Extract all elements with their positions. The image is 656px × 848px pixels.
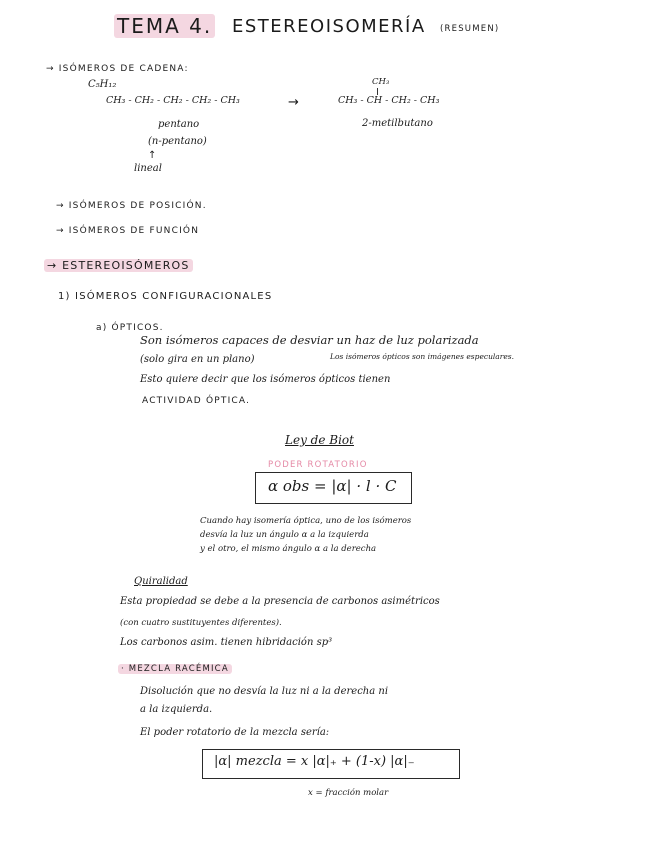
molecular-formula: C₅H₁₂ xyxy=(88,79,117,90)
racemic-formula: |α| mezcla = x |α|₊ + (1-x) |α|₋ xyxy=(214,754,415,769)
racemic-line-1: Disolución que no desvía la luz ni a la derecha ni xyxy=(140,686,389,697)
biot-title: Ley de Biot xyxy=(285,433,354,447)
stereoisomers-heading: → ESTEREOISÓMEROS xyxy=(44,259,193,272)
racemic-line-3: El poder rotatorio de la mezcla sería: xyxy=(140,727,330,738)
linear-alt-name: (n-pentano) xyxy=(148,136,207,147)
page-title: ESTEREOISOMERÍA xyxy=(232,16,426,37)
linear-name: pentano xyxy=(158,119,200,130)
optical-line-4: ACTIVIDAD ÓPTICA. xyxy=(142,396,251,406)
chain-isomers-heading: → ISÓMEROS DE CADENA: xyxy=(46,64,189,74)
optical-line-3: Esto quiere decir que los isómeros ópticos tienen xyxy=(140,374,391,385)
reaction-arrow: → xyxy=(288,95,299,110)
chirality-line-1: Esta propiedad se debe a la presencia de carbonos asimétricos xyxy=(120,596,440,607)
optical-line-2a: (solo gira en un plano) xyxy=(140,354,255,365)
chirality-heading: Quiralidad xyxy=(134,576,188,587)
branched-name: 2-metilbutano xyxy=(362,118,433,129)
position-isomers: → ISÓMEROS DE POSICIÓN. xyxy=(56,201,207,211)
linear-structure: CH₃ - CH₂ - CH₂ - CH₂ - CH₃ xyxy=(106,95,240,106)
optical-heading: a) ÓPTICOS. xyxy=(96,323,164,333)
optical-line-2b: Los isómeros ópticos son imágenes especulares. xyxy=(330,352,515,361)
branched-structure: CH₃ - CH - CH₂ - CH₃ xyxy=(338,95,440,106)
biot-formula: α obs = |α| · l · C xyxy=(268,477,397,495)
linear-label: lineal xyxy=(134,163,162,174)
optical-line-1: Son isómeros capaces de desviar un haz de luz polarizada xyxy=(140,333,479,347)
up-arrow-icon: ↑ xyxy=(148,150,157,161)
racemic-line-2: a la izquierda. xyxy=(140,704,213,715)
title-note: (RESUMEN) xyxy=(440,24,500,34)
racemic-footnote: x = fracción molar xyxy=(308,788,389,798)
racemic-heading: · MEZCLA RACÉMICA xyxy=(118,664,232,674)
chirality-line-2: (con cuatro sustituyentes diferentes). xyxy=(120,618,282,628)
configurational-heading: 1) ISÓMEROS CONFIGURACIONALES xyxy=(58,291,273,302)
function-isomers: → ISÓMEROS DE FUNCIÓN xyxy=(56,226,200,236)
rotatory-power-label: PODER ROTATORIO xyxy=(268,460,368,470)
chirality-line-3: Los carbonos asim. tienen hibridación sp³ xyxy=(120,637,333,648)
branch-bond xyxy=(377,88,378,95)
tema-label: TEMA 4. xyxy=(114,14,215,38)
branched-methyl: CH₃ xyxy=(372,77,390,87)
biot-desc-1: Cuando hay isomería óptica, uno de los isómeros xyxy=(200,516,412,526)
biot-desc-3: y el otro, el mismo ángulo α a la derecha xyxy=(200,544,377,554)
biot-desc-2: desvía la luz un ángulo α a la izquierda xyxy=(200,530,369,540)
